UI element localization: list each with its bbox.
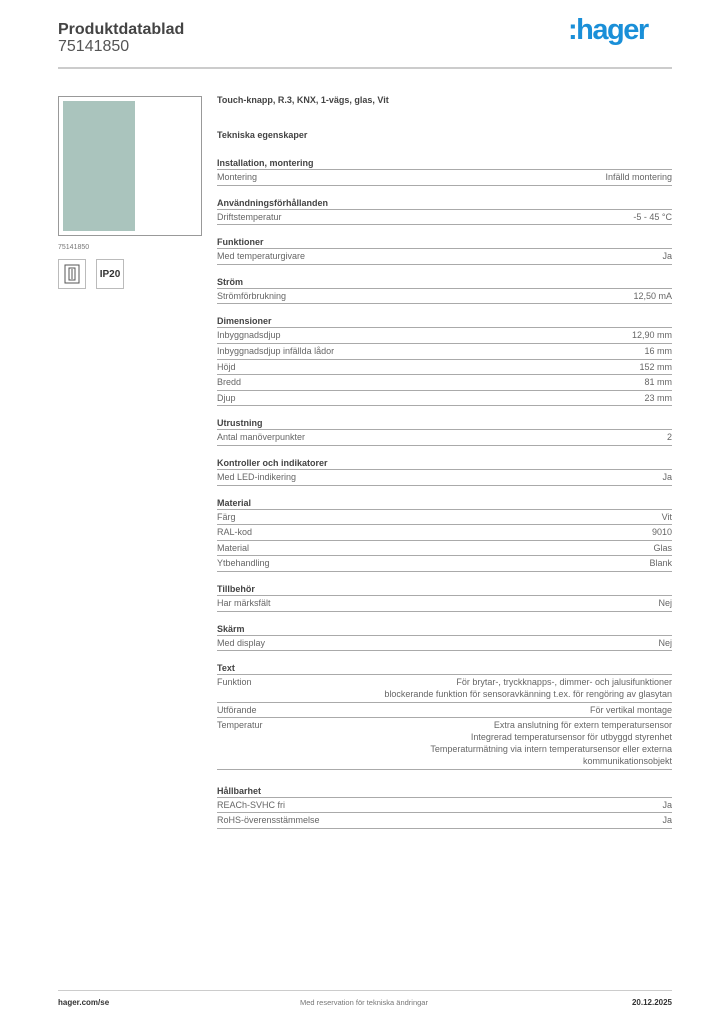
footer-date: 20.12.2025 bbox=[631, 998, 672, 1007]
spec-row bbox=[217, 541, 672, 557]
spec-value: 9010 bbox=[651, 527, 672, 538]
section-heading: Kontroller och indikatorer bbox=[217, 456, 672, 470]
spec-row bbox=[217, 596, 672, 612]
spec-section bbox=[217, 196, 672, 226]
image-caption: 75141850 bbox=[58, 244, 90, 251]
spec-value: Glas bbox=[653, 542, 672, 553]
spec-value: Blank bbox=[649, 558, 672, 569]
spec-column bbox=[217, 95, 672, 829]
spec-row bbox=[217, 510, 672, 526]
hager-logo: :hager bbox=[568, 14, 648, 46]
spec-value: Infälld montering bbox=[605, 172, 672, 182]
spec-row bbox=[217, 675, 672, 703]
section-heading: Dimensioner bbox=[217, 314, 672, 328]
spec-section bbox=[217, 784, 672, 829]
section-heading: Hållbarhet bbox=[217, 784, 672, 798]
spec-row bbox=[217, 798, 672, 814]
spec-row bbox=[217, 210, 672, 226]
spec-label: Ytbehandling bbox=[217, 558, 270, 569]
spec-label: Djup bbox=[217, 392, 236, 403]
footer-divider bbox=[58, 990, 672, 991]
spec-row bbox=[217, 375, 672, 391]
spec-value: 16 mm bbox=[644, 345, 672, 356]
footer-website[interactable]: hager.com/se bbox=[58, 998, 110, 1007]
spec-value: För vertikal montage bbox=[589, 704, 672, 715]
spec-section bbox=[217, 275, 672, 305]
spec-row bbox=[217, 391, 672, 407]
product-number: 75141850 bbox=[58, 38, 130, 55]
spec-value: -5 - 45 °C bbox=[633, 211, 672, 222]
spec-section bbox=[217, 416, 672, 446]
spec-label: REACh-SVHC fri bbox=[217, 799, 286, 810]
mounting-icon bbox=[58, 259, 86, 289]
section-heading: Ström bbox=[217, 275, 672, 289]
spec-label: RoHS-överensstämmelse bbox=[217, 815, 320, 826]
spec-value: 152 mm bbox=[639, 361, 672, 372]
section-heading: Skärm bbox=[217, 622, 672, 636]
spec-row bbox=[217, 636, 672, 652]
spec-label: Strömförbrukning bbox=[217, 290, 287, 301]
spec-value: Extra anslutning för extern temperatursensor Integrerad temperatursensor för utbyggd styrenhet Temperaturmätning via intern temperatursensor eller externa kommunikationsobjekt bbox=[430, 720, 672, 767]
spec-value: Ja bbox=[662, 471, 672, 482]
spec-label: Inbyggnadsdjup infällda lådor bbox=[217, 345, 335, 356]
spec-row bbox=[217, 718, 672, 770]
spec-section bbox=[217, 582, 672, 612]
spec-label: Antal manöverpunkter bbox=[217, 432, 306, 443]
spec-row bbox=[217, 470, 672, 486]
spec-section bbox=[217, 661, 672, 770]
spec-section bbox=[217, 456, 672, 486]
spec-label: Bredd bbox=[217, 377, 242, 388]
footer-note: Med reservation för tekniska ändringar bbox=[300, 998, 428, 1007]
spec-row bbox=[217, 344, 672, 360]
spec-row bbox=[217, 289, 672, 305]
spec-row bbox=[217, 170, 672, 186]
spec-label: Med temperaturgivare bbox=[217, 251, 306, 262]
spec-label: Utförande bbox=[217, 704, 257, 715]
spec-value: För brytar-, tryckknapps-, dimmer- och jalusifunktioner blockerande funktion för sensoravkänning t.ex. för rengöring av glasytan bbox=[384, 677, 672, 700]
spec-section bbox=[217, 156, 672, 186]
spec-label: Färg bbox=[217, 511, 236, 522]
section-heading: Material bbox=[217, 496, 672, 510]
spec-value: Nej bbox=[658, 597, 672, 608]
section-heading: Installation, montering bbox=[217, 156, 672, 170]
spec-section bbox=[217, 496, 672, 572]
section-title: Tekniska egenskaper bbox=[217, 130, 308, 140]
spec-label: Höjd bbox=[217, 361, 236, 372]
product-title: Touch-knapp, R.3, KNX, 1-vägs, glas, Vit bbox=[217, 95, 389, 105]
spec-label: Montering bbox=[217, 172, 258, 182]
spec-label: Har märksfält bbox=[217, 597, 271, 608]
spec-section bbox=[217, 235, 672, 265]
spec-label: Material bbox=[217, 542, 250, 553]
spec-label: Inbyggnadsdjup bbox=[217, 330, 281, 341]
spec-value: Ja bbox=[662, 799, 672, 810]
section-heading: Funktioner bbox=[217, 235, 672, 249]
spec-row bbox=[217, 525, 672, 541]
spec-label: RAL-kod bbox=[217, 527, 253, 538]
product-image bbox=[58, 96, 202, 236]
section-heading: Text bbox=[217, 661, 672, 675]
spec-label: Temperatur bbox=[217, 720, 263, 731]
spec-label: Funktion bbox=[217, 677, 252, 688]
spec-row bbox=[217, 556, 672, 572]
spec-row bbox=[217, 813, 672, 829]
glass-panel bbox=[63, 101, 135, 231]
spec-value: 2 bbox=[666, 432, 672, 443]
spec-section bbox=[217, 314, 672, 406]
spec-value: Vit bbox=[661, 511, 672, 522]
spec-row bbox=[217, 249, 672, 265]
spec-value: Ja bbox=[662, 815, 672, 826]
spec-value: Ja bbox=[662, 251, 672, 262]
spec-value: 12,50 mA bbox=[633, 290, 672, 301]
spec-value: Nej bbox=[658, 637, 672, 648]
spec-row bbox=[217, 360, 672, 376]
spec-value: 81 mm bbox=[644, 377, 672, 388]
section-heading: Användningsförhållanden bbox=[217, 196, 672, 210]
spec-sections bbox=[217, 156, 672, 829]
spec-label: Med LED-indikering bbox=[217, 471, 297, 482]
spec-row bbox=[217, 430, 672, 446]
ip20-badge: IP20 bbox=[96, 259, 124, 289]
header-divider bbox=[58, 67, 672, 69]
page-title: Produktdatablad bbox=[58, 21, 185, 38]
spec-value: 12,90 mm bbox=[631, 330, 672, 341]
section-heading: Tillbehör bbox=[217, 582, 672, 596]
spec-value: 23 mm bbox=[644, 392, 672, 403]
section-heading: Utrustning bbox=[217, 416, 672, 430]
spec-section bbox=[217, 622, 672, 652]
spec-label: Driftstemperatur bbox=[217, 211, 282, 222]
spec-label: Med display bbox=[217, 637, 266, 648]
spec-row bbox=[217, 328, 672, 344]
spec-row bbox=[217, 703, 672, 719]
